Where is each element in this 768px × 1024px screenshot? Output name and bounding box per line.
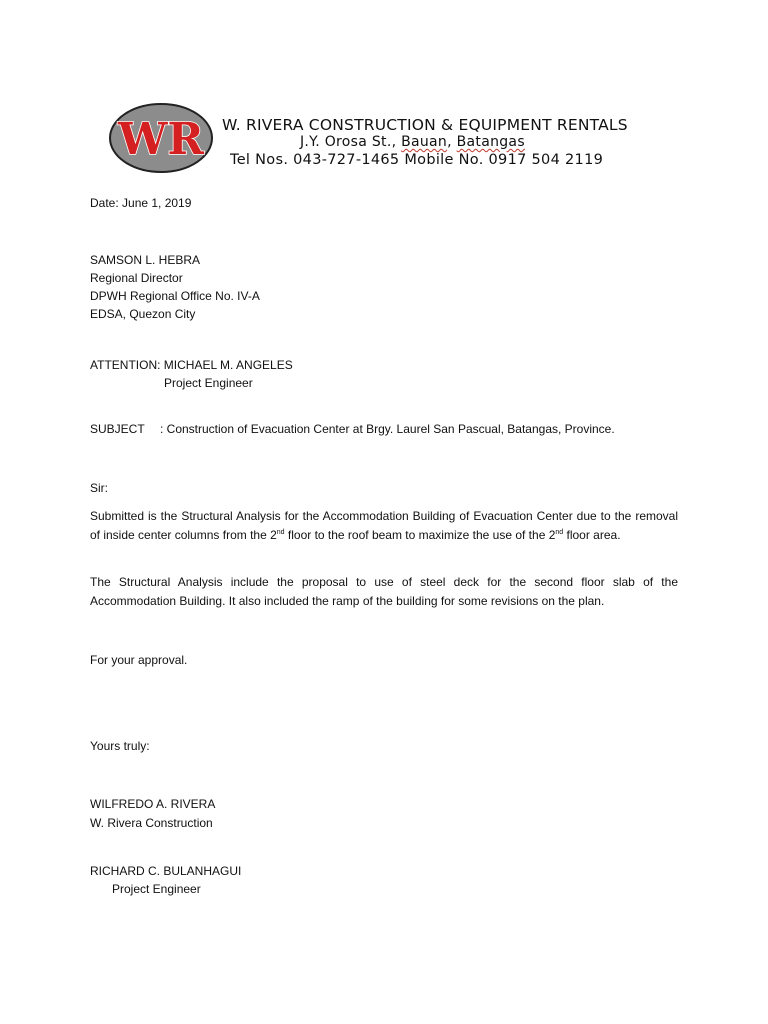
address-comma: ,: [447, 134, 457, 150]
signatory-2-title: Project Engineer: [112, 882, 201, 896]
company-phones: Tel Nos. 043-727-1465 Mobile No. 0917 504 2119: [230, 152, 604, 168]
body-paragraph-2: The Structural Analysis include the proposal to use of steel deck for the second floor slab of the Accommodation Building. It also included the ramp of the building for some revisions on the plan.: [90, 575, 678, 608]
letter-date: Date: June 1, 2019: [90, 196, 192, 210]
company-logo: [108, 102, 214, 174]
attention-name: MICHAEL M. ANGELES: [163, 358, 293, 372]
signatory-1-name: WILFREDO A. RIVERA: [90, 797, 216, 811]
attention-label: ATTENTION:: [90, 358, 161, 372]
address-province: Batangas: [456, 134, 525, 150]
address-separator: ,: [391, 134, 402, 150]
p1-part-b: floor to the roof beam to maximize the use of the 2: [284, 527, 556, 542]
recipient-address: EDSA, Quezon City: [90, 307, 196, 321]
attention-line: [90, 356, 293, 374]
letterhead: [222, 116, 692, 169]
recipient-office: DPWH Regional Office No. IV-A: [90, 289, 260, 303]
p1-ordinal-1: nd: [276, 528, 285, 536]
closing-line: Yours truly:: [90, 739, 150, 753]
signatory-2-name: RICHARD C. BULANHAGUI: [90, 864, 242, 878]
body-paragraph-1: [90, 507, 678, 544]
p1-ordinal-2: nd: [555, 528, 564, 536]
approval-line: For your approval.: [90, 653, 188, 667]
company-name: W. RIVERA CONSTRUCTION & EQUIPMENT RENTALS: [222, 116, 628, 134]
recipient-name: SAMSON L. HEBRA: [90, 253, 201, 267]
recipient-title: Regional Director: [90, 271, 183, 285]
logo-text: WR: [118, 114, 204, 165]
subject-line: [90, 420, 615, 438]
company-address: [222, 134, 692, 151]
attention-title: Project Engineer: [164, 376, 253, 390]
p1-part-a: Submitted is the Structural Analysis for the Accommodation Building of Evacuation Center due to the removal of inside center columns from the 2: [90, 509, 678, 542]
p1-part-c: floor area.: [563, 527, 621, 542]
subject-text: : Construction of Evacuation Center at Brgy. Laurel San Pascual, Batangas, Province.: [160, 422, 615, 436]
address-town: Bauan: [401, 134, 448, 150]
address-street: J.Y. Orosa St.: [300, 134, 392, 150]
signatory-1-company: W. Rivera Construction: [90, 816, 213, 830]
salutation: Sir:: [90, 481, 108, 495]
subject-label: SUBJECT: [90, 422, 145, 436]
